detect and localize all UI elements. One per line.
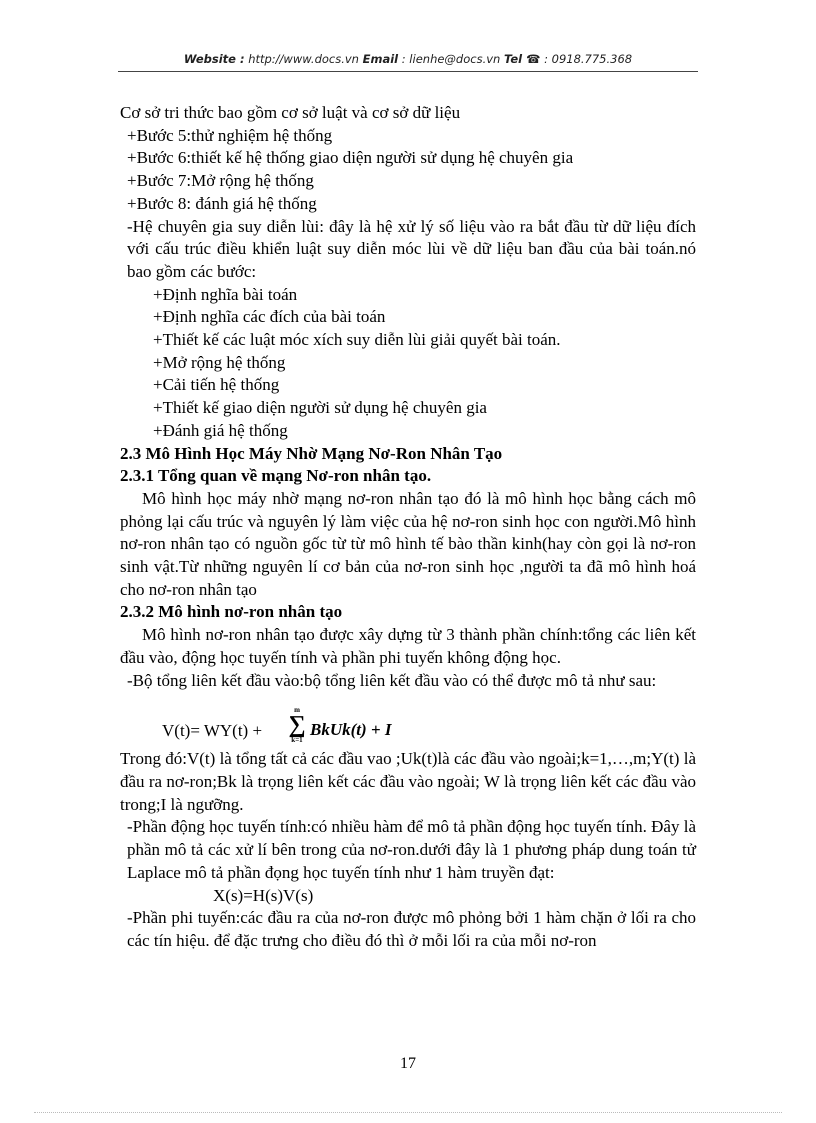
step-7: +Bước 7:Mở rộng hệ thống (127, 171, 314, 191)
document-body (120, 102, 696, 953)
website-label: Website : (183, 52, 245, 66)
website-url[interactable]: http://www.docs.vn (248, 52, 359, 66)
formula-rhs: BkUk(t) + I (310, 720, 392, 740)
page-header (120, 52, 696, 66)
tel-label: Tel ☎ (504, 52, 541, 66)
summation-formula (120, 692, 696, 748)
backward-step-3: +Thiết kế các luật móc xích suy diễn lùi giải quyết bài toán. (153, 330, 561, 350)
knowledge-base-line: Cơ sở tri thức bao gồm cơ sở luật và cơ sở dữ liệu (120, 103, 461, 122)
backward-step-4: +Mở rộng hệ thống (153, 352, 286, 372)
section-heading-2-3: 2.3 Mô Hình Học Máy Nhờ Mạng Nơ-Ron Nhân Tạo (120, 443, 503, 463)
model-paragraph: Mô hình nơ-ron nhân tạo được xây dựng từ 3 thành phần chính:tổng các liên kết đầu vào, động học tuyến tính và phần phi tuyến không động học. (120, 625, 696, 667)
page-bottom-border (34, 1112, 782, 1113)
sum-sign: ∑ (288, 712, 306, 739)
sum-lower-limit: k=1 (291, 736, 303, 745)
header-divider (118, 71, 698, 72)
section-heading-2-3-1: 2.3.1 Tổng quan về mạng Nơ-ron nhân tạo. (120, 466, 432, 486)
email-label: Email (362, 52, 399, 66)
formula-explanation: Trong đó:V(t) là tổng tất cả các đầu vao ;Uk(t)là các đầu vào ngoài;k=1,…,m;Y(t) là đầu ra nơ-ron;Bk là trọng liên kết các đầu vào ngoài; W là trọng liên kết các đầu vào trong;I là ngưỡng. (120, 749, 696, 814)
backward-step-1: +Định nghĩa bài toán (153, 284, 298, 304)
email-value[interactable]: : lienhe@docs.vn (401, 52, 501, 66)
backward-step-6: +Thiết kế giao diện người sử dụng hệ chuyên gia (153, 398, 487, 418)
backward-chaining-paragraph: -Hệ chuyên gia suy diễn lùi: đây là hệ xử lý số liệu vào ra bắt đầu từ dữ liệu đích với cấu trúc điều khiển luật suy diễn móc lùi về dữ liệu ban đầu của bài toán.nó bao gồm các bước: (127, 216, 696, 281)
backward-step-7: +Đánh giá hệ thống (153, 420, 288, 440)
formula-lhs: V(t)= WY(t) + (162, 721, 263, 741)
step-6: +Bước 6:thiết kế hệ thống giao diện người sử dụng hệ chuyên gia (127, 148, 574, 168)
page-number: 17 (400, 1055, 416, 1072)
tel-value: : 0918.775.368 (544, 52, 633, 66)
transfer-function-equation: X(s)=H(s)V(s) (213, 885, 314, 905)
input-summer-paragraph: -Bộ tổng liên kết đầu vào:bộ tổng liên kết đầu vào có thể được mô tả như sau: (127, 670, 657, 690)
step-5: +Bước 5:thử nghiệm hệ thống (127, 125, 333, 145)
linear-dynamics-paragraph: -Phần động học tuyến tính:có nhiều hàm để mô tả phần động học tuyến tính. Đây là phần mô tả các xử lí bên trong của nơ-ron.dưới đây là 1 phương pháp dung toán tử Laplace mô tả phần đọng học tuyến tính như 1 hàm truyền đạt: (127, 817, 696, 882)
backward-step-2: +Định nghĩa các đích của bài toán (153, 307, 386, 327)
section-heading-2-3-2: 2.3.2 Mô hình nơ-ron nhân tạo (120, 602, 343, 622)
step-8: +Bước 8: đánh giá hệ thống (127, 193, 317, 213)
sigma-symbol (286, 706, 308, 744)
nonlinear-paragraph: -Phần phi tuyến:các đầu ra của nơ-ron được mô phỏng bởi 1 hàm chặn ở lối ra cho các tín hiệu. để đặc trưng cho điều đó thì ở mỗi lối ra của mỗi nơ-ron (127, 908, 696, 950)
overview-paragraph: Mô hình học máy nhờ mạng nơ-ron nhân tạo đó là mô hình học bằng cách mô phỏng lại cấu trúc và nguyên lý làm việc của hệ nơ-ron sinh học con người.Mô hình nơ-ron nhân tạo có nguồn gốc từ từ mô hình tế bào thần kinh(hay còn gọi là nơ-ron sinh vật.Từ những nguyên lí cơ bản của nơ-ron sinh học ,người ta đã mô hình hoá cho nơ-ron nhân tạo (120, 488, 696, 599)
backward-step-5: +Cải tiến hệ thống (153, 375, 280, 395)
sum-upper-limit: m (294, 706, 300, 715)
